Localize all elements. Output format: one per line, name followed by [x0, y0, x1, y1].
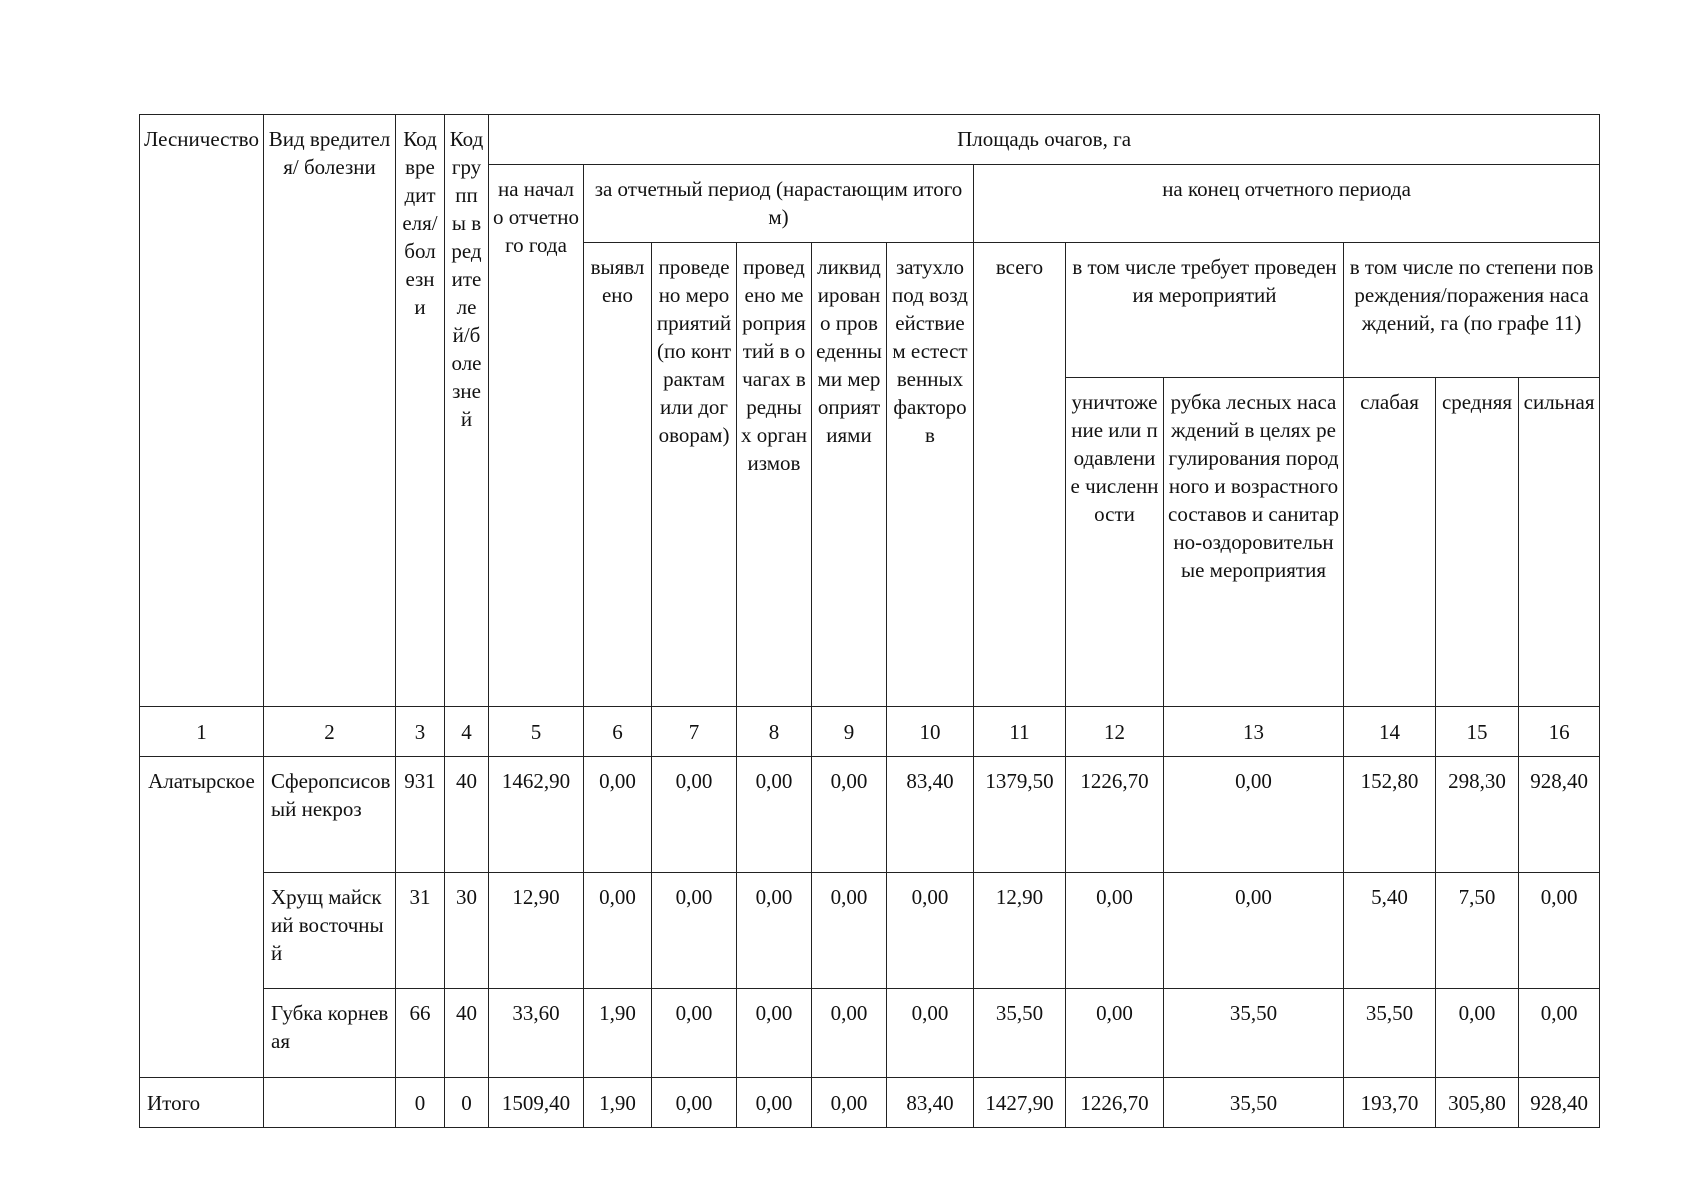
table-cell: 0,00	[1164, 873, 1344, 989]
table-cell: 5,40	[1344, 873, 1436, 989]
header-by-damage-degree: в том числе по степени повреждения/поражения насаждений, га (по графе 11)	[1344, 243, 1600, 378]
table-cell: 0,00	[1066, 989, 1164, 1078]
column-number: 12	[1066, 707, 1164, 757]
table-cell: 66	[396, 989, 445, 1078]
total-cell: 1226,70	[1066, 1078, 1164, 1128]
total-cell: 1,90	[584, 1078, 652, 1128]
header-destruction: уничтожение или подавление численности	[1066, 378, 1164, 707]
table-cell: 0,00	[737, 989, 812, 1078]
table-cell: 0,00	[652, 757, 737, 873]
table-cell: 152,80	[1344, 757, 1436, 873]
header-pest-code: Код вредителя/болезни	[396, 115, 445, 707]
total-cell: 0,00	[737, 1078, 812, 1128]
forestry-name: Алатырское	[140, 757, 264, 1078]
table-cell: 0,00	[1164, 757, 1344, 873]
pest-name: Хрущ майский восточный	[264, 873, 396, 989]
column-number: 1	[140, 707, 264, 757]
table-cell: 0,00	[812, 873, 887, 989]
column-number-row	[140, 707, 1600, 757]
total-pest	[264, 1078, 396, 1128]
total-cell: 1509,40	[489, 1078, 584, 1128]
table-cell: 0,00	[1519, 989, 1600, 1078]
table-cell: 83,40	[887, 757, 974, 873]
header-forestry: Лесничество	[140, 115, 264, 707]
table-cell: 0,00	[887, 989, 974, 1078]
header-liquidated: ликвидировано проведенными мероприятиями	[812, 243, 887, 707]
table-cell: 0,00	[1436, 989, 1519, 1078]
table-cell: 1462,90	[489, 757, 584, 873]
pest-name: Губка корневая	[264, 989, 396, 1078]
table-cell: 7,50	[1436, 873, 1519, 989]
table-cell: 0,00	[584, 757, 652, 873]
table-cell: 1226,70	[1066, 757, 1164, 873]
header-strong: сильная	[1519, 378, 1600, 707]
column-number: 5	[489, 707, 584, 757]
pest-name: Сферопсисовый некроз	[264, 757, 396, 873]
table-cell: 0,00	[652, 989, 737, 1078]
table-cell: 35,50	[1164, 989, 1344, 1078]
table-cell: 31	[396, 873, 445, 989]
header-felling: рубка лесных насаждений в целях регулирования породного и возрастного составов и санитарно-оздоровительные мероприятия	[1164, 378, 1344, 707]
table-cell: 33,60	[489, 989, 584, 1078]
column-number: 10	[887, 707, 974, 757]
total-label: Итого	[140, 1078, 264, 1128]
table-cell: 928,40	[1519, 757, 1600, 873]
column-number: 3	[396, 707, 445, 757]
column-number: 13	[1164, 707, 1344, 757]
column-number: 7	[652, 707, 737, 757]
table-cell: 0,00	[812, 757, 887, 873]
total-cell: 35,50	[1164, 1078, 1344, 1128]
header-group-code: Код группы вредителей/болезней	[445, 115, 489, 707]
table-cell: 0,00	[1066, 873, 1164, 989]
header-measures-contracts: проведено мероприятий (по контрактам или договорам)	[652, 243, 737, 707]
header-area: Площадь очагов, га	[489, 115, 1600, 165]
table-cell: 0,00	[737, 757, 812, 873]
header-reporting-period: за отчетный период (нарастающим итогом)	[584, 165, 974, 243]
table-row	[140, 757, 1600, 873]
table-cell: 931	[396, 757, 445, 873]
header-faded: затухло под воздействием естественных факторов	[887, 243, 974, 707]
table-cell: 0,00	[812, 989, 887, 1078]
column-number: 8	[737, 707, 812, 757]
pest-foci-table	[139, 114, 1600, 1128]
total-cell: 193,70	[1344, 1078, 1436, 1128]
total-cell: 305,80	[1436, 1078, 1519, 1128]
column-number: 9	[812, 707, 887, 757]
table-row	[140, 989, 1600, 1078]
header-start-of-year: на начало отчетного года	[489, 165, 584, 707]
table-cell: 40	[445, 989, 489, 1078]
total-cell: 0,00	[812, 1078, 887, 1128]
table-cell: 12,90	[974, 873, 1066, 989]
table-cell: 40	[445, 757, 489, 873]
column-number: 16	[1519, 707, 1600, 757]
header-end-of-period: на конец отчетного периода	[974, 165, 1600, 243]
table-cell: 298,30	[1436, 757, 1519, 873]
header-weak: слабая	[1344, 378, 1436, 707]
total-cell: 0	[445, 1078, 489, 1128]
column-number: 4	[445, 707, 489, 757]
total-cell: 0,00	[652, 1078, 737, 1128]
column-number: 11	[974, 707, 1066, 757]
table-cell: 35,50	[1344, 989, 1436, 1078]
total-row	[140, 1078, 1600, 1128]
total-cell: 1427,90	[974, 1078, 1066, 1128]
total-cell: 928,40	[1519, 1078, 1600, 1128]
table-row	[140, 873, 1600, 989]
column-number: 14	[1344, 707, 1436, 757]
total-cell: 0	[396, 1078, 445, 1128]
table-cell: 1,90	[584, 989, 652, 1078]
table-cell: 30	[445, 873, 489, 989]
header-measures-foci: проведено мероприятий в очагах вредных организмов	[737, 243, 812, 707]
table-cell: 0,00	[584, 873, 652, 989]
column-number: 15	[1436, 707, 1519, 757]
table-cell: 0,00	[652, 873, 737, 989]
header-medium: средняя	[1436, 378, 1519, 707]
column-number: 6	[584, 707, 652, 757]
table-cell: 12,90	[489, 873, 584, 989]
total-cell: 83,40	[887, 1078, 974, 1128]
table-cell: 1379,50	[974, 757, 1066, 873]
header-requires-measures: в том числе требует проведения мероприятий	[1066, 243, 1344, 378]
table-cell: 0,00	[737, 873, 812, 989]
column-number: 2	[264, 707, 396, 757]
table-cell: 35,50	[974, 989, 1066, 1078]
header-pest-type: Вид вредителя/ болезни	[264, 115, 396, 707]
header-detected: выявлено	[584, 243, 652, 707]
table-cell: 0,00	[887, 873, 974, 989]
table-cell: 0,00	[1519, 873, 1600, 989]
header-total: всего	[974, 243, 1066, 707]
